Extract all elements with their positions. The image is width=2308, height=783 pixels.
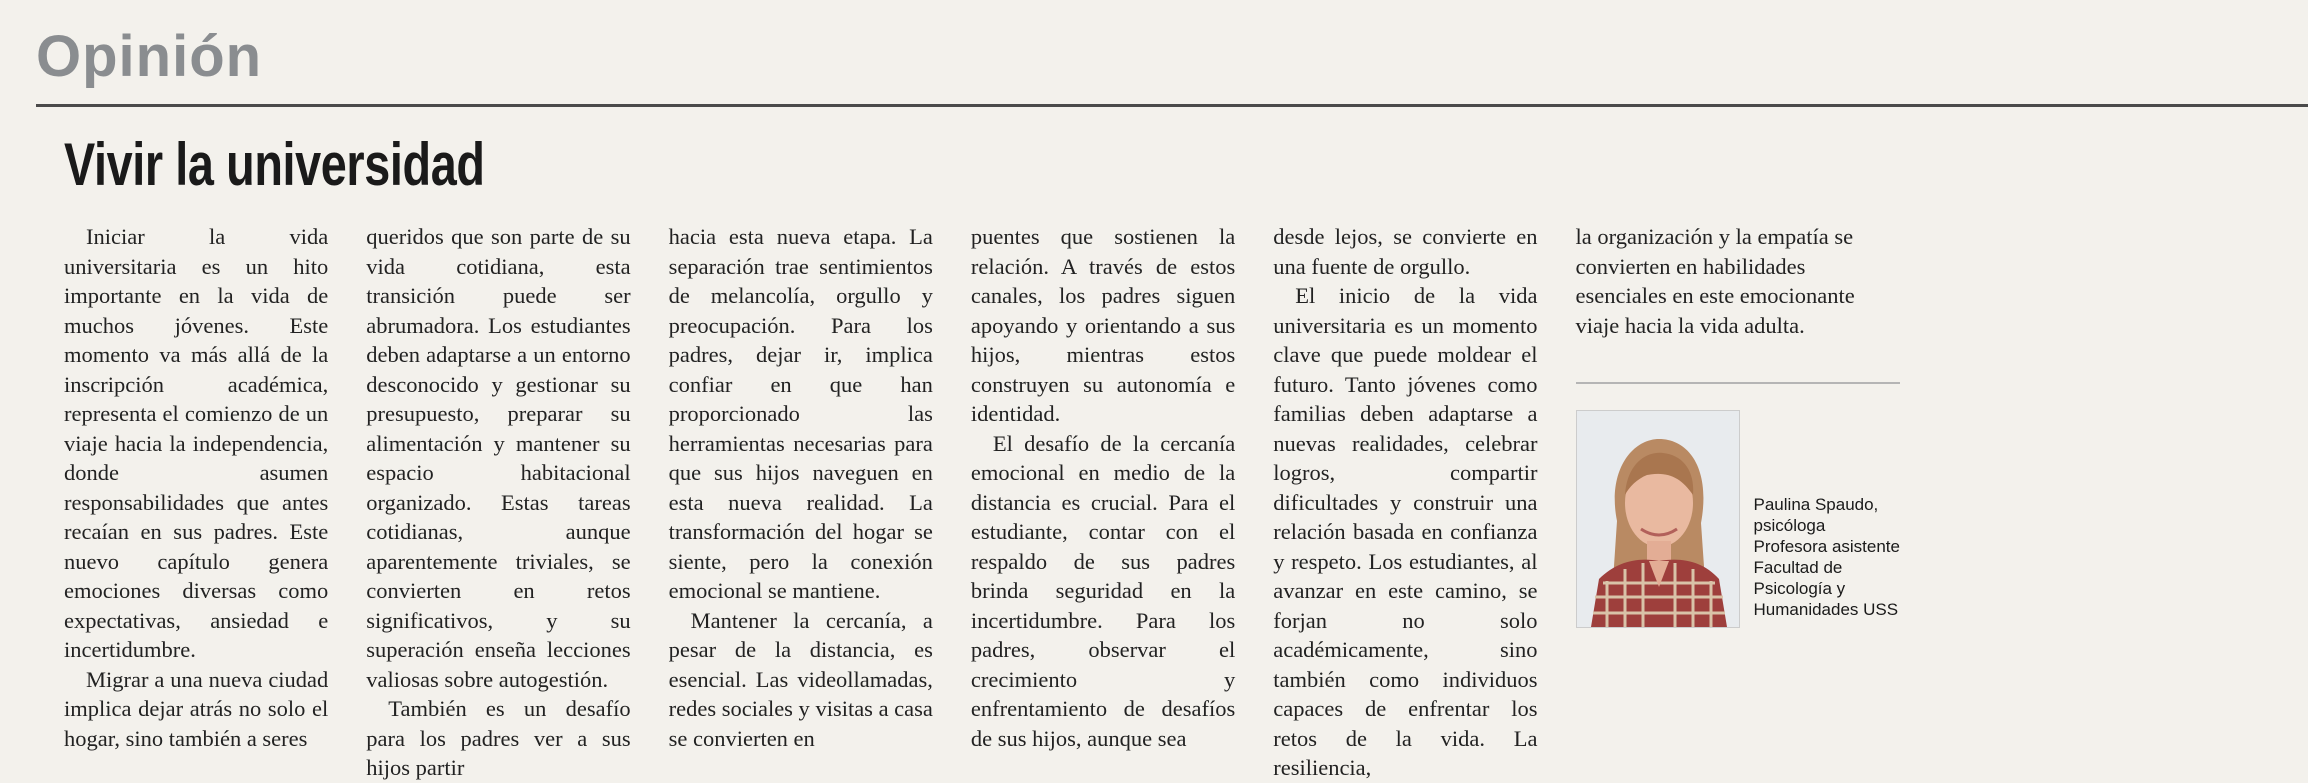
paragraph: queridos que son parte de su vida cotidiana, esta transición puede ser abrumadora. Los estudiantes deben adaptarse a un entorno desconocido y gestionar su presupuesto, preparar su alimentación y mantener su espacio habitacional organizado. Estas tareas cotidianas, aunque aparentemente triviales, se convierten en retos significativos, y su superación enseña lecciones valiosas sobre autogestión. bbox=[366, 224, 631, 692]
article-column-1 bbox=[64, 222, 328, 783]
paragraph: puentes que sostienen la relación. A través de estos canales, los padres siguen apoyando y orientando a sus hijos, mientras estos construyen su autonomía e identidad. bbox=[970, 224, 1236, 426]
article-column-3 bbox=[669, 222, 933, 783]
paragraph: la organización y la empatía se convierten en habilidades esenciales en este emocionante viaje hacia la vida adulta. bbox=[1575, 224, 1855, 338]
author-photo bbox=[1576, 410, 1740, 628]
article-column-4 bbox=[971, 222, 1235, 783]
author-name: Paulina Spaudo, bbox=[1753, 495, 1879, 514]
author-line: Profesora asistente bbox=[1753, 537, 1900, 556]
article-body bbox=[64, 222, 1900, 780]
paragraph: Iniciar la vida universitaria es un hito importante en la vida de muchos jóvenes. Este momento va más allá de la inscripción académica, representa el comienzo de un viaje hacia la independencia, donde asumen responsabilidades que antes recaían en sus padres. Este nuevo capítulo genera emociones diversas como expectativas, ansiedad e incertidumbre. bbox=[64, 224, 329, 662]
paragraph: El desafío de la cercanía emocional en medio de la distancia es crucial. Para el estudiante, contar con el respaldo de sus padres brinda seguridad en la incertidumbre. Para los padres, observar el crecimiento y enfrentamiento de desafíos de sus hijos, aunque sea bbox=[970, 430, 1236, 751]
paragraph: desde lejos, se convierte en una fuente de orgullo. bbox=[1273, 224, 1538, 279]
author-line: Facultad de bbox=[1753, 558, 1843, 577]
paragraph: El inicio de la vida universitaria es un momento clave que puede moldear el futuro. Tanto jóvenes como familias deben adaptarse a nuevas realidades, celebrar logros, compartir dificultades y construir una relación basada en confianza y respeto. Los estudiantes, al avanzar en este camino, se forjan no solo académicamente, sino también como individuos capaces de enfrentar los retos de la vida. La resiliencia, bbox=[1273, 283, 1538, 780]
author-divider bbox=[1576, 382, 1900, 384]
paragraph: También es un desafío para los padres ver a sus hijos partir bbox=[366, 696, 631, 780]
article-headline: Vivir la universidad bbox=[64, 131, 485, 198]
author-box bbox=[1576, 410, 1900, 628]
author-line: psicóloga bbox=[1753, 516, 1826, 535]
article-column-6 bbox=[1576, 222, 1900, 783]
paragraph: Migrar a una nueva ciudad implica dejar atrás no solo el hogar, sino también a seres bbox=[64, 666, 329, 751]
article-column-5 bbox=[1273, 222, 1537, 783]
author-line: Psicología y bbox=[1753, 579, 1846, 598]
paragraph: hacia esta nueva etapa. La separación trae sentimientos de melancolía, orgullo y preocupación. Para los padres, dejar ir, implica confiar en que han proporcionado las herramientas necesarias para que sus hijos naveguen en esta nueva realidad. La transformación del hogar se siente, pero la conexión emocional se mantiene. bbox=[668, 224, 933, 603]
paragraph: Mantener la cercanía, a pesar de la distancia, es esencial. Las videollamadas, redes sociales y visitas a casa se convierten en bbox=[668, 607, 933, 751]
section-label: Opinión bbox=[36, 24, 263, 89]
author-line: Humanidades USS bbox=[1753, 600, 1899, 619]
section-rule bbox=[36, 104, 2308, 107]
author-credit bbox=[1754, 494, 1900, 628]
article-column-2 bbox=[366, 222, 630, 783]
